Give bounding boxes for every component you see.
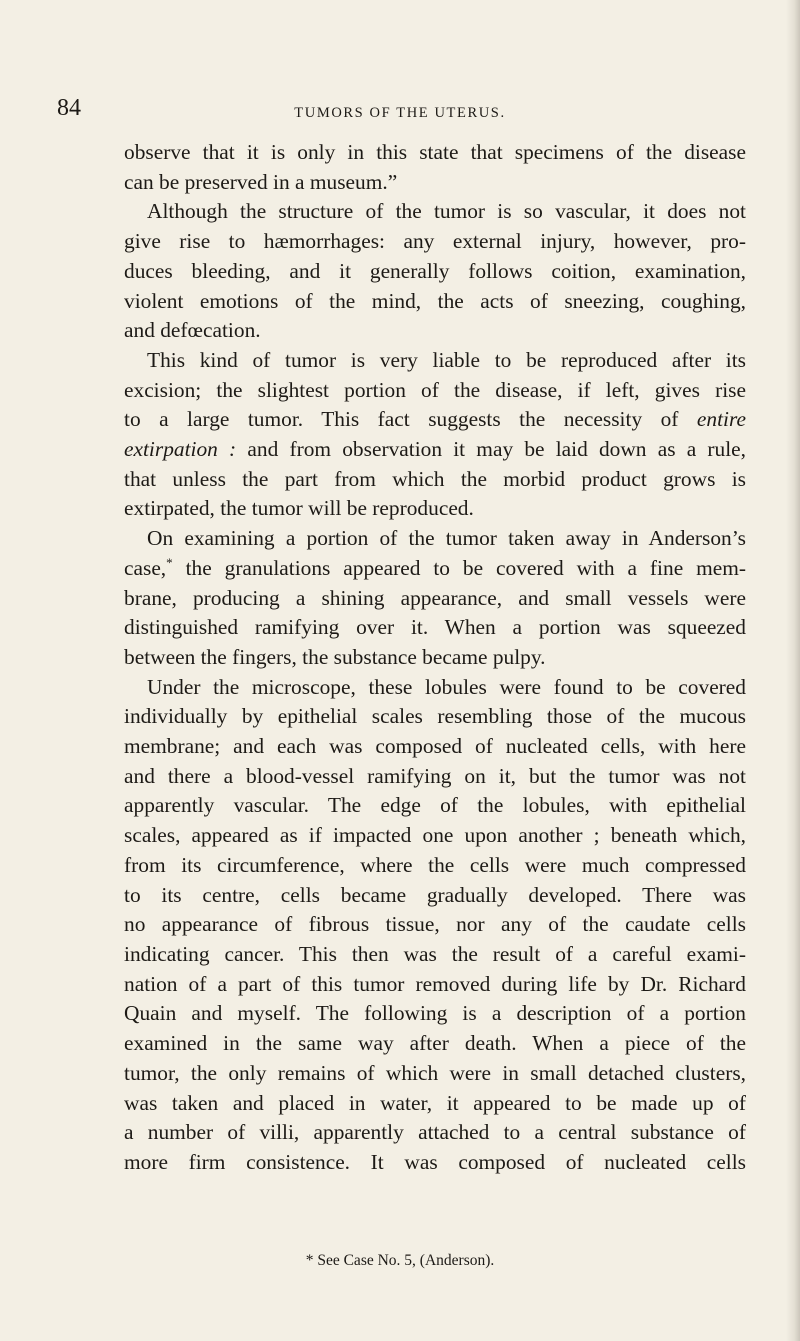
- italic-text: entire: [696, 407, 746, 432]
- text-line: give rise to hæmorrhages: any external injury, however, pro-: [124, 229, 746, 254]
- text-line: individually by epithelial scales resembling those of the mucous: [124, 704, 746, 729]
- text-line: between the fingers, the substance became pulpy.: [124, 644, 546, 669]
- text-run: case,: [124, 555, 167, 580]
- text-line: no appearance of fibrous tissue, nor any of the caudate cells: [124, 912, 746, 937]
- text-line: scales, appeared as if impacted one upon another ; beneath which,: [124, 823, 746, 848]
- text-line: and there a blood-vessel ramifying on it, but the tumor was not: [124, 763, 746, 788]
- text-line: membrane; and each was composed of nucleated cells, with here: [124, 734, 746, 759]
- text-line: from its circumference, where the cells were much compressed: [124, 852, 746, 877]
- text-line: and defœcation.: [124, 318, 261, 343]
- footnote-marker: *: [166, 554, 173, 570]
- italic-text: extirpation :: [124, 437, 237, 462]
- text-line: brane, producing a shining appearance, and small vessels were: [124, 585, 746, 610]
- text-line: This kind of tumor is very liable to be reproduced after its: [147, 347, 746, 372]
- text-line: [124, 554, 746, 584]
- text-line: [124, 435, 746, 465]
- text-line: to its centre, cells became gradually developed. There was: [124, 882, 746, 907]
- page-number: 84: [57, 95, 81, 121]
- text-line: was taken and placed in water, it appeared to be made up of: [124, 1090, 746, 1115]
- text-line: can be preserved in a museum.”: [124, 169, 398, 194]
- running-head: TUMORS OF THE UTERUS.: [294, 105, 506, 121]
- text-line: duces bleeding, and it generally follows coition, examination,: [124, 258, 746, 283]
- text-run: to a large tumor. This fact suggests the necessity of: [124, 407, 679, 432]
- text-line: Quain and myself. The following is a description of a portion: [124, 1001, 746, 1026]
- text-line: observe that it is only in this state that specimens of the disease: [124, 140, 746, 164]
- text-line: examined in the same way after death. When a piece of the: [124, 1031, 746, 1056]
- page-edge-shadow: [786, 0, 800, 1341]
- text-line: tumor, the only remains of which were in small detached clusters,: [124, 1060, 746, 1085]
- text-line: that unless the part from which the morbid product grows is: [124, 466, 746, 491]
- text-line: indicating cancer. This then was the result of a careful exami-: [124, 941, 746, 966]
- text-line: Under the microscope, these lobules were found to be covered: [147, 674, 746, 699]
- text-line: [124, 405, 746, 435]
- text-line: distinguished ramifying over it. When a portion was squeezed: [124, 615, 746, 640]
- text-run: and from observation it may be laid down as a rule,: [247, 437, 746, 462]
- text-line: a number of villi, apparently attached to a central substance of: [124, 1120, 746, 1145]
- body-text: [124, 138, 746, 1178]
- text-line: nation of a part of this tumor removed during life by Dr. Richard: [124, 971, 746, 996]
- text-line: excision; the slightest portion of the disease, if left, gives rise: [124, 377, 746, 402]
- footnote: * See Case No. 5, (Anderson).: [305, 1252, 495, 1269]
- text-line: Although the structure of the tumor is so vascular, it does not: [147, 199, 746, 224]
- text-line: violent emotions of the mind, the acts of sneezing, coughing,: [124, 288, 746, 313]
- text-line: extirpated, the tumor will be reproduced.: [124, 496, 474, 521]
- text-run: the granulations appeared to be covered with a fine mem-: [185, 555, 746, 580]
- text-line: more firm consistence. It was composed of nucleated cells: [124, 1149, 746, 1174]
- text-line: On examining a portion of the tumor taken away in Anderson’s: [147, 526, 746, 551]
- text-line: apparently vascular. The edge of the lobules, with epithelial: [124, 793, 746, 818]
